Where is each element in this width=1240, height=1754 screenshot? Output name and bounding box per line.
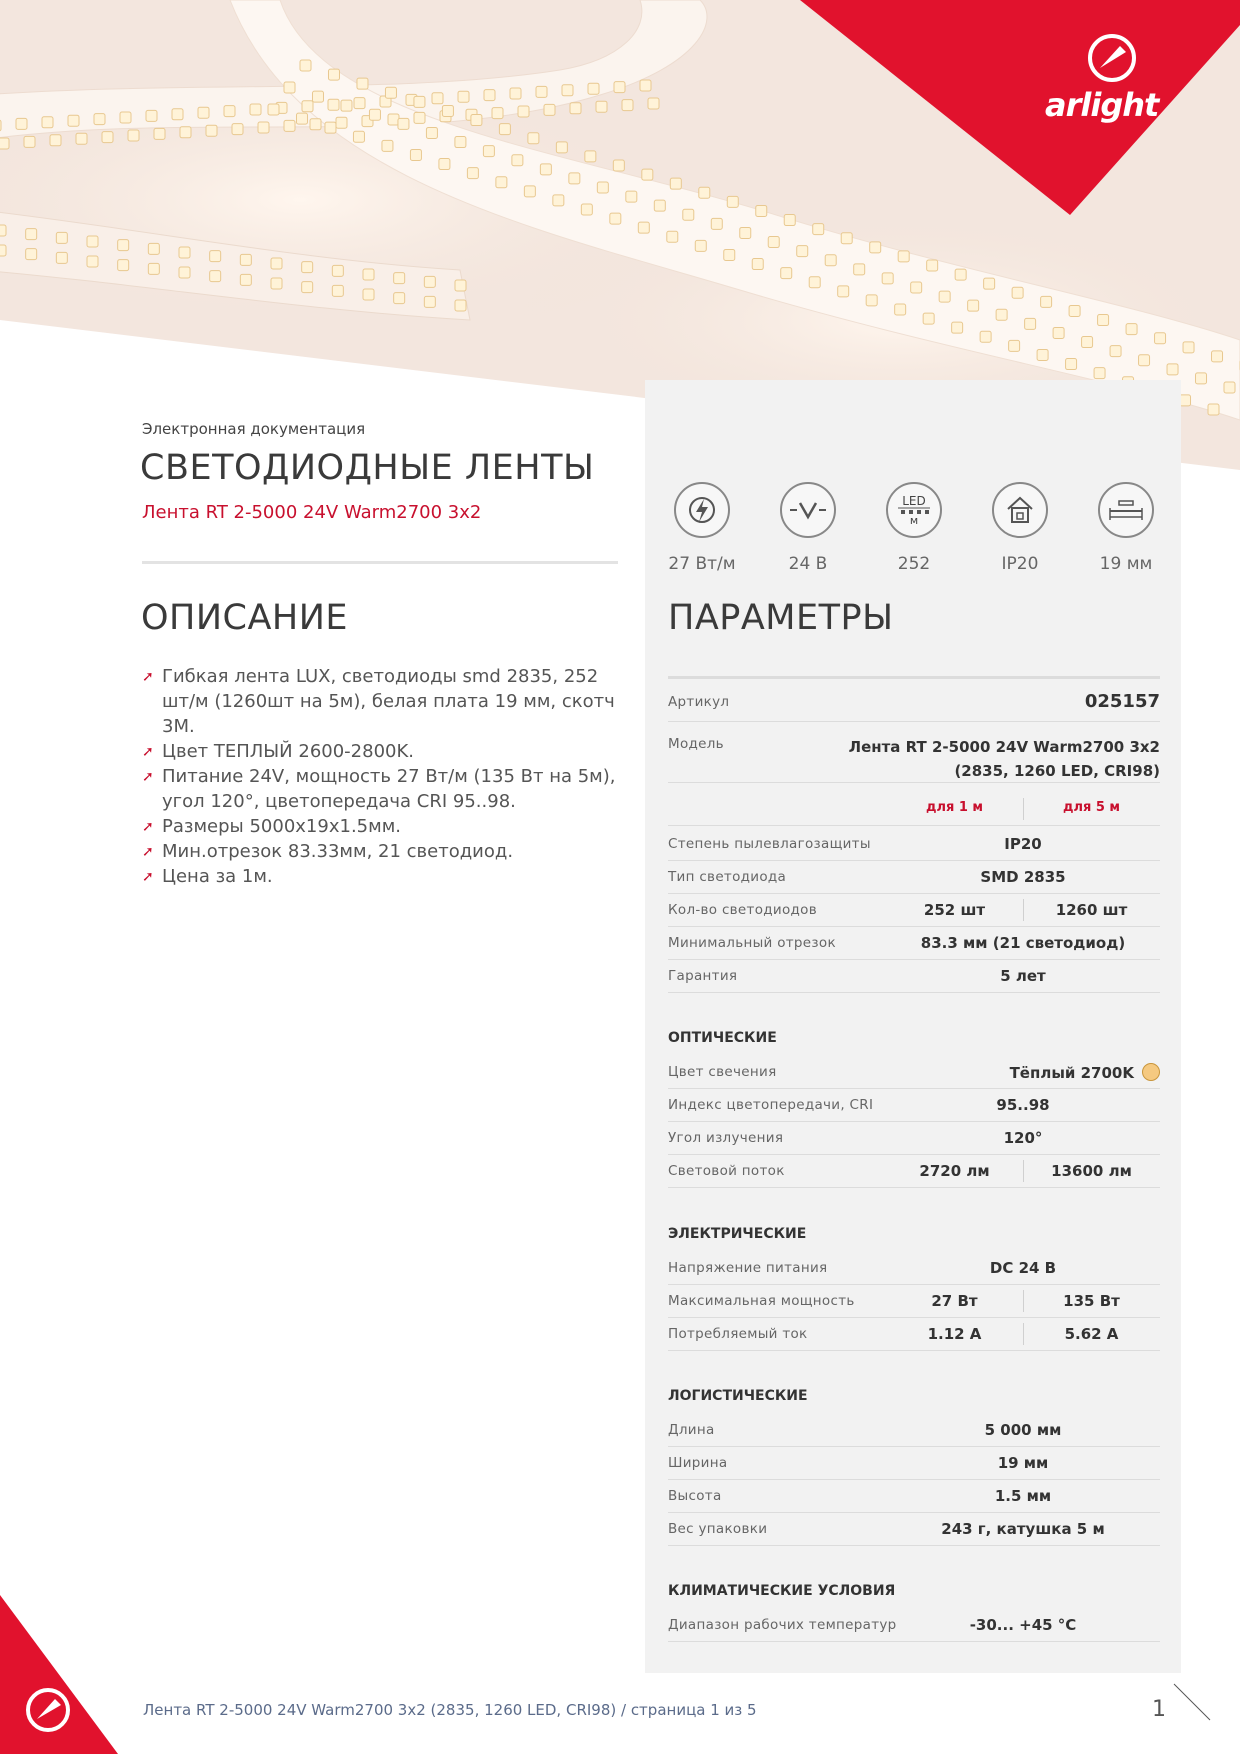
footer-text: Лента RT 2-5000 24V Warm2700 3x2 (2835, 1260 LED, CRI98) / страница 1 из 5 <box>143 1701 757 1719</box>
column-headers: для 1 м для 5 м <box>668 792 1160 826</box>
param-label: Гарантия <box>668 968 738 984</box>
table-row <box>668 926 1160 960</box>
color-swatch-icon <box>1142 1063 1160 1081</box>
param-label: Световой поток <box>668 1163 785 1179</box>
param-value-5m: 1260 шт <box>1055 901 1128 919</box>
param-value-5m: 5.62 А <box>1064 1325 1119 1343</box>
param-value: 243 г, катушка 5 м <box>941 1520 1105 1538</box>
brand-logo-text[interactable]: arlight <box>1045 86 1159 124</box>
param-label: Вес упаковки <box>668 1521 768 1537</box>
param-label: Индекс цветопередачи, CRI <box>668 1097 874 1113</box>
param-value: 5 лет <box>1000 967 1046 985</box>
param-value: 83.3 мм (21 светодиод) <box>920 934 1126 952</box>
bullet-icon: ➚ <box>142 869 154 885</box>
page-title: СВЕТОДИОДНЫЕ ЛЕНТЫ <box>140 448 595 488</box>
table-row: Артикул 025157 <box>668 685 1160 722</box>
table-row: Модель Лента RT 2-5000 24V Warm2700 3x2 (2835, 1260 LED, CRI98) <box>668 727 1160 783</box>
spec-voltage: 24 В <box>758 482 858 574</box>
list-item: ➚ Мин.отрезок 83.33мм, 21 светодиод. <box>142 839 622 864</box>
bullet-icon: ➚ <box>142 669 154 685</box>
spec-ip: IP20 <box>970 482 1070 574</box>
doc-label: Электронная документация <box>142 420 366 438</box>
parameters-title: ПАРАМЕТРЫ <box>668 598 894 638</box>
param-value: IP20 <box>1004 835 1042 853</box>
ip-rating-icon <box>992 482 1048 538</box>
electrical-heading: ЭЛЕКТРИЧЕСКИЕ <box>668 1226 807 1242</box>
param-value: 19 мм <box>997 1454 1049 1472</box>
footer-corner-triangle <box>0 1595 118 1754</box>
param-label: Потребляемый ток <box>668 1326 808 1342</box>
param-label: Максимальная мощность <box>668 1293 855 1309</box>
table-row <box>668 1317 1160 1351</box>
param-label: Степень пылевлагозащиты <box>668 836 871 852</box>
climate-heading: КЛИМАТИЧЕСКИЕ УСЛОВИЯ <box>668 1583 896 1599</box>
optical-heading: ОПТИЧЕСКИЕ <box>668 1030 777 1046</box>
param-label: Ширина <box>668 1455 728 1471</box>
product-subtitle: Лента RT 2-5000 24V Warm2700 3x2 <box>142 502 482 523</box>
description-title: ОПИСАНИЕ <box>141 598 349 638</box>
brand-corner-triangle <box>800 0 1240 215</box>
spec-led-count: LED м 252 <box>864 482 964 574</box>
param-label: Высота <box>668 1488 722 1504</box>
param-label: Цвет свечения <box>668 1064 777 1080</box>
table-row <box>668 1413 1160 1447</box>
led-per-meter-icon: LED м <box>886 482 942 538</box>
param-value: 120° <box>1003 1129 1043 1147</box>
param-value: SMD 2835 <box>980 868 1066 886</box>
param-value-1m: 1.12 А <box>927 1325 982 1343</box>
spec-power: 27 Вт/м <box>652 482 752 574</box>
param-label: Длина <box>668 1422 715 1438</box>
page-number: 1 <box>1152 1697 1166 1722</box>
power-icon <box>674 482 730 538</box>
param-value-1m: 27 Вт <box>931 1292 978 1310</box>
table-row <box>668 1284 1160 1318</box>
list-item: ➚ Питание 24V, мощность 27 Вт/м (135 Вт на 5м), угол 120°, цветопередача CRI 95..98. <box>142 766 616 812</box>
logistic-heading: ЛОГИСТИЧЕСКИЕ <box>668 1388 808 1404</box>
param-value: Тёплый 2700K <box>886 1063 1160 1082</box>
param-label: Диапазон рабочих температур <box>668 1617 897 1633</box>
divider <box>142 561 618 564</box>
article-value: 025157 <box>1084 691 1160 712</box>
param-value: 5 000 мм <box>984 1421 1062 1439</box>
table-row <box>668 1251 1160 1285</box>
table-row <box>668 893 1160 927</box>
table-row <box>668 1055 1160 1089</box>
table-row <box>668 1088 1160 1122</box>
param-value-1m: 252 шт <box>923 901 986 919</box>
bullet-icon: ➚ <box>142 819 154 835</box>
table-row <box>668 1479 1160 1513</box>
param-label: Минимальный отрезок <box>668 935 836 951</box>
voltage-icon <box>780 482 836 538</box>
divider <box>668 676 1160 679</box>
model-value: Лента RT 2-5000 24V Warm2700 3x2 (2835, 1260 LED, CRI98) <box>848 738 1160 780</box>
bullet-icon: ➚ <box>142 844 154 860</box>
table-row <box>668 1121 1160 1155</box>
width-icon <box>1098 482 1154 538</box>
param-value-1m: 2720 лм <box>919 1162 990 1180</box>
description-list <box>142 664 622 889</box>
list-item: ➚ Цена за 1м. <box>142 864 622 889</box>
param-value: -30... +45 °C <box>969 1616 1077 1634</box>
list-item: ➚ Размеры 5000x19x1.5мм. <box>142 814 622 839</box>
page-slash-decoration <box>1172 1682 1212 1722</box>
param-value: DC 24 В <box>989 1259 1057 1277</box>
table-row <box>668 1154 1160 1188</box>
param-label: Напряжение питания <box>668 1260 828 1276</box>
table-row <box>668 860 1160 894</box>
bullet-icon: ➚ <box>142 744 154 760</box>
param-value-5m: 13600 лм <box>1051 1162 1132 1180</box>
table-row <box>668 1608 1160 1642</box>
param-value: 1.5 мм <box>994 1487 1052 1505</box>
param-value-5m: 135 Вт <box>1063 1292 1120 1310</box>
list-item: ➚ Цвет ТЕПЛЫЙ 2600-2800K. <box>142 739 622 764</box>
table-row <box>668 827 1160 861</box>
param-label: Угол излучения <box>668 1130 784 1146</box>
param-value: 95..98 <box>996 1096 1050 1114</box>
table-row <box>668 1446 1160 1480</box>
table-row <box>668 959 1160 993</box>
list-item: ➚ Гибкая лента LUX, светодиоды smd 2835, 252 шт/м (1260шт на 5м), белая плата 19 мм, скотч 3М. <box>142 666 615 737</box>
param-label: Тип светодиода <box>668 869 787 885</box>
param-label: Кол-во светодиодов <box>668 902 817 918</box>
table-row <box>668 1512 1160 1546</box>
spec-width: 19 мм <box>1076 482 1176 574</box>
bullet-icon: ➚ <box>142 769 154 785</box>
